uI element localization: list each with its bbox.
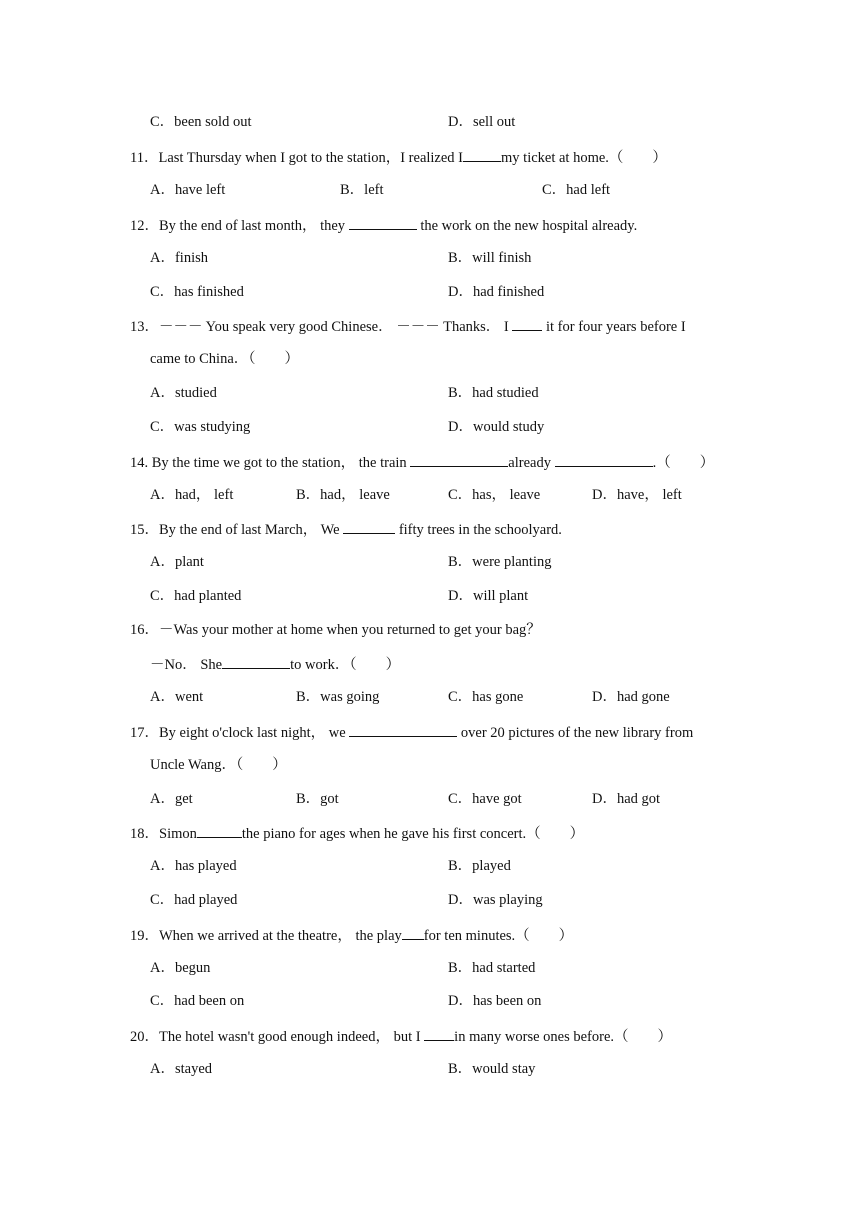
answer-blank[interactable] [343, 519, 395, 534]
option-b[interactable]: B．had started [448, 960, 536, 976]
option-c[interactable]: C．has gone [448, 689, 524, 705]
answer-blank[interactable] [410, 452, 508, 467]
option-a[interactable]: A．have left [150, 182, 226, 198]
option-c[interactable]: C．been sold out [150, 114, 252, 130]
option-b[interactable]: B．was going [296, 689, 380, 705]
answer-blank[interactable] [349, 215, 417, 230]
answer-blank[interactable] [424, 1026, 454, 1041]
option-b[interactable]: B．will finish [448, 250, 532, 266]
question-19 [130, 925, 573, 945]
question-text: it for four years before I [542, 319, 686, 335]
option-d[interactable]: D．was playing [448, 892, 543, 908]
question-text: 13．－－－ You speak very good Chinese． －－－ Thanks． I [130, 319, 513, 335]
question-text: to work．（ ） [290, 657, 401, 673]
question-text: the work on the new hospital already. [416, 218, 638, 234]
question-text: the piano for ages when he gave his first concert.（ ） [241, 826, 585, 842]
option-c[interactable]: C．has， leave [448, 487, 541, 503]
question-17 [130, 722, 693, 742]
option-c[interactable]: C．have got [448, 791, 522, 807]
option-d[interactable]: D．has been on [448, 993, 542, 1009]
option-a[interactable]: A．stayed [150, 1061, 213, 1077]
option-a[interactable]: A．went [150, 689, 204, 705]
option-d[interactable]: D．had gone [592, 689, 670, 705]
option-c[interactable]: C．had been on [150, 993, 245, 1009]
option-b[interactable]: B．would stay [448, 1061, 536, 1077]
question-13 [130, 316, 686, 336]
option-a[interactable]: A．has played [150, 858, 237, 874]
question-11 [130, 147, 667, 167]
option-b[interactable]: B．had， leave [296, 487, 390, 503]
question-12 [130, 215, 637, 235]
answer-blank[interactable] [349, 722, 457, 737]
question-18 [130, 823, 584, 843]
option-a[interactable]: A．begun [150, 960, 211, 976]
answer-blank[interactable] [402, 925, 424, 940]
option-b[interactable]: B．were planting [448, 554, 552, 570]
option-a[interactable]: A．had， left [150, 487, 234, 503]
answer-blank[interactable] [197, 823, 242, 838]
question-16-continued [150, 654, 400, 674]
question-text: .（ ） [652, 455, 715, 471]
question-text: 14. By the time we got to the station， the train [130, 455, 411, 471]
option-a[interactable]: A．plant [150, 554, 204, 570]
option-a[interactable]: A．studied [150, 385, 217, 401]
option-d[interactable]: D．had got [592, 791, 661, 807]
question-text: for ten minutes.（ ） [423, 928, 574, 944]
question-text: 17．By eight o'clock last night， we [130, 725, 350, 741]
question-text: 12．By the end of last month， they [130, 218, 349, 234]
option-c[interactable]: C．has finished [150, 284, 244, 300]
question-13-continued: came to China．（ ） [150, 351, 299, 367]
question-text: 20．The hotel wasn't good enough indeed， but I [130, 1029, 425, 1045]
option-c[interactable]: C．was studying [150, 419, 251, 435]
option-c[interactable]: C．had planted [150, 588, 242, 604]
option-b[interactable]: B．had studied [448, 385, 539, 401]
question-text: －No． She [150, 657, 223, 673]
question-text: my ticket at home.（ ） [501, 150, 667, 166]
option-d[interactable]: D．have， left [592, 487, 682, 503]
question-text: 15．By the end of last March， We [130, 522, 344, 538]
question-text: 11．Last Thursday when I got to the station，I realized I [130, 150, 464, 166]
question-14 [130, 452, 714, 472]
question-text: 19．When we arrived at the theatre， the play [130, 928, 402, 944]
option-a[interactable]: A．get [150, 791, 193, 807]
answer-blank[interactable] [463, 147, 501, 162]
question-text: over 20 pictures of the new library from [457, 725, 694, 741]
answer-blank[interactable] [555, 452, 653, 467]
option-a[interactable]: A．finish [150, 250, 208, 266]
option-b[interactable]: B．left [340, 182, 384, 198]
option-d[interactable]: D．will plant [448, 588, 529, 604]
answer-blank[interactable] [222, 654, 290, 669]
option-d[interactable]: D．sell out [448, 114, 516, 130]
question-20 [130, 1026, 672, 1046]
question-text: in many worse ones before.（ ） [454, 1029, 673, 1045]
option-d[interactable]: D．would study [448, 419, 545, 435]
question-15 [130, 519, 562, 539]
question-text: fifty trees in the schoolyard. [395, 522, 562, 538]
question-text: already [508, 455, 555, 471]
question-17-continued: Uncle Wang．（ ） [150, 757, 287, 773]
question-text: 18．Simon [130, 826, 197, 842]
option-b[interactable]: B．played [448, 858, 511, 874]
option-d[interactable]: D．had finished [448, 284, 545, 300]
option-c[interactable]: C．had left [542, 182, 611, 198]
answer-blank[interactable] [512, 316, 542, 331]
option-b[interactable]: B．got [296, 791, 339, 807]
question-16: 16．－Was your mother at home when you returned to get your bag？ [130, 622, 541, 638]
option-c[interactable]: C．had played [150, 892, 238, 908]
